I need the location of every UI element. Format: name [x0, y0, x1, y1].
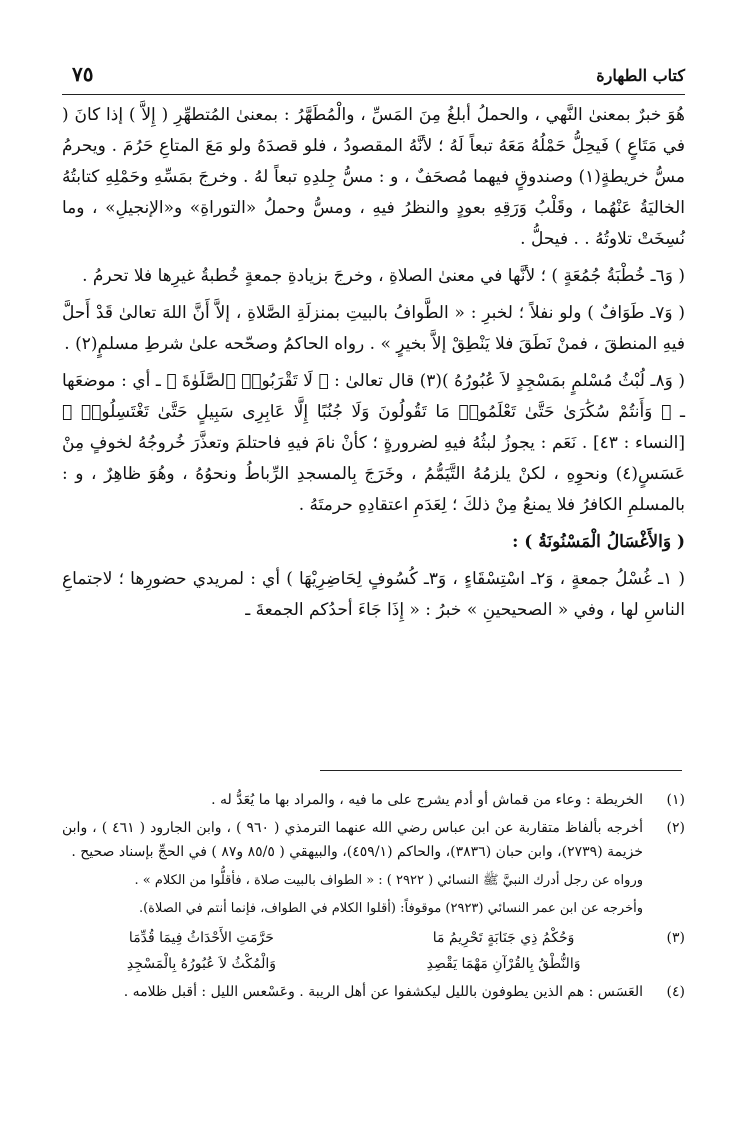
footnote-text: الخريطة : وعاء من قماش أو أدم يشرج على ما فيه ، والمراد بها ما يُعَدُّ له .: [211, 792, 643, 808]
footnote-number: (٣): [666, 930, 685, 946]
verse-hemistich: وَالْمُكْثُ لاَ عُبُورُهُ بِالْمَسْجِدِ: [126, 956, 276, 972]
footnote-subnote: وأخرجه عن ابن عمر النسائي (٢٩٢٣) موقوفاً: (أقلوا الكلام في الطواف، فإنما أنتم في الصلاة).: [138, 901, 643, 916]
verse-hemistich: حَرَّمَتِ الأَحْدَاثُ فِيمَا قُدِّمَا: [128, 930, 274, 946]
footnotes: [62, 788, 685, 1008]
main-text: [62, 100, 685, 632]
footnote-number: (٤): [666, 984, 685, 1000]
footnote-text: العَسَس : هم الذين يطوفون بالليل ليكشفوا عن أهل الريبة . وعَسْعس الليل : أقبل ظلامه .: [123, 984, 643, 1000]
footnote-subnote: ورواه عن رجل أدرك النبيَّ ﷺ النسائي ( ٢٩٢٢ ) : « الطواف بالبيت صلاة ، فأقلُّوا من الكلام » .: [134, 873, 643, 888]
paragraph: ( وَ٨ـ لُبْثُ مُسْلمٍ بمَسْجِدٍ لاَ عُبُورُهُ )(٣) قال تعالىٰ : ﴿ لَا تَقْرَبُوا۟ ٱلصَّلَوٰةَ ﴾ ـ أي : موضعَها ـ ﴿ وَأَنتُمْ سُكَٰرَىٰ حَتَّىٰ تَعْلَمُوا۟ مَا تَقُولُونَ وَلَا جُنُبًا إِلَّا عَابِرِى سَبِيلٍ حَتَّىٰ تَغْتَسِلُوا۟ ﴾ [النساء : ٤٣] . نَعَم : يجوزُ لبثُهُ فيهِ لضرورةٍ ؛ كأنْ نامَ فيهِ فاحتلمَ وتعذَّرَ خُروجُهُ لخوفٍ مِنْ عَسَسٍ(٤) ونحوِهِ ، لكنْ يلزمُهُ التَّيَمُّمُ ، وخَرَجَ بِالمسجدِ الرِّباطُ ونحوُهُ ، وهُوَ ظاهِرٌ ، و : بالمسلمِ الكافرُ فلا يمنعُ مِنْ ذلكَ ؛ لِعَدَمِ اعتقادِهِ حرمتَهُ .: [62, 371, 685, 515]
footnote: [62, 926, 685, 976]
footnote-number: (٢): [666, 820, 685, 836]
chapter-title: كتاب الطهارة: [596, 66, 685, 85]
footnote: [62, 788, 685, 812]
verse-line: [62, 926, 643, 950]
section-heading: ( وَالأَغْسَالُ الْمَسْنُونَةُ ) :: [512, 532, 685, 552]
paragraph: هُوَ خبرٌ بمعنىٰ النَّهي ، والحملُ أبلغُ مِنَ المَسِّ ، والْمُطَهَّرُ : بمعنىٰ المُتطهِّرِ ( إِلاَّ ) إذا كانَ ( في مَتَاعٍ ) فَيحِلُّ حَمْلُهُ مَعَهُ تبعاً لَهُ ؛ لأنَّهُ المقصودُ ، فلو قصدَهُ ولو مَعَ المتاعِ حَرُمَ . ويحرمُ مسُّ خريطةٍ(١) وصندوقٍ فيهما مُصحَفٌ ، و : مسُّ جِلدِهِ تبعاً لهُ . وخرجَ بمَسِّهِ وحَمْلِهِ كتابتُهُ الخاليَةُ عَنْهُما ، وقَلْبُ وَرَقِهِ بعودٍ والنظرُ فيهِ ، ومسُّ وحملُ «التوراةِ» و«الإنجيلِ» ، وما نُسِخَتْ تلاوتُهُ . . فيحلُّ .: [62, 105, 686, 249]
verse-hemistich: وَحُكْمُ ذِي جَنَابَةٍ تَحْرِيمُ مَا: [432, 930, 575, 946]
verse-line: [62, 952, 643, 976]
page-number: ٧٥: [72, 62, 94, 86]
verse-hemistich: وَالنُّطْقُ بِالقُرْآنِ مَهْمَا يَقْصِدِ: [426, 956, 581, 972]
footnote-number: (١): [666, 792, 685, 808]
paragraph: ( وَ٧ـ طَوَافٌ ) ولو نفلاً ؛ لخبرِ : « الطَّوافُ بالبيتِ بمنزلَةِ الصَّلاةِ ، إلاَّ أَنَّ اللهَ تعالىٰ قَدْ أَحلَّ فيهِ المنطقَ ، فمنْ نَطَقَ فلا يَنْطِقْ إلاَّ بخيرٍ » . رواه الحاكمُ وصحّحه علىٰ شرطِ مسلمٍ(٢) .: [62, 303, 685, 354]
paragraph: ( وَ٦ـ خُطْبَةُ جُمُعَةٍ ) ؛ لأنَّها في معنىٰ الصلاةِ ، وخرجَ بزيادةِ جمعةٍ خُطبةُ غيرِها فلا تحرمُ .: [82, 266, 685, 286]
footnote-divider: [320, 770, 682, 771]
footnote-text: أخرجه بألفاظ متقاربة عن ابن عباس رضي الله عنهما الترمذي ( ٩٦٠ ) ، وابن الجارود ( ٤٦١ ) ، وابن خزيمة (٢٧٣٩)، وابن حبان (٣٨٣٦)، والحاكم (٤٥٩/١)، والبيهقي ( ٨٥/٥ و٨٧ ) في الحجِّ بإسناد صحيح .: [62, 820, 643, 860]
footnote: [62, 980, 685, 1004]
verse-block: [62, 926, 643, 976]
footnote: [62, 816, 685, 864]
page-header: [62, 58, 685, 95]
paragraph: ( ١ـ غُسْلُ جمعةٍ ، وَ٢ـ اسْتِسْقَاءٍ ، وَ٣ـ كُسُوفٍ لِحَاضِرِيْهَا ) أي : لمريدي حضورِها ؛ لاجتماعِ الناسِ لها ، وفي « الصحيحينِ » خبرُ : « إِذَا جَاءَ أحدُكم الجمعةَ ـ: [62, 569, 685, 620]
